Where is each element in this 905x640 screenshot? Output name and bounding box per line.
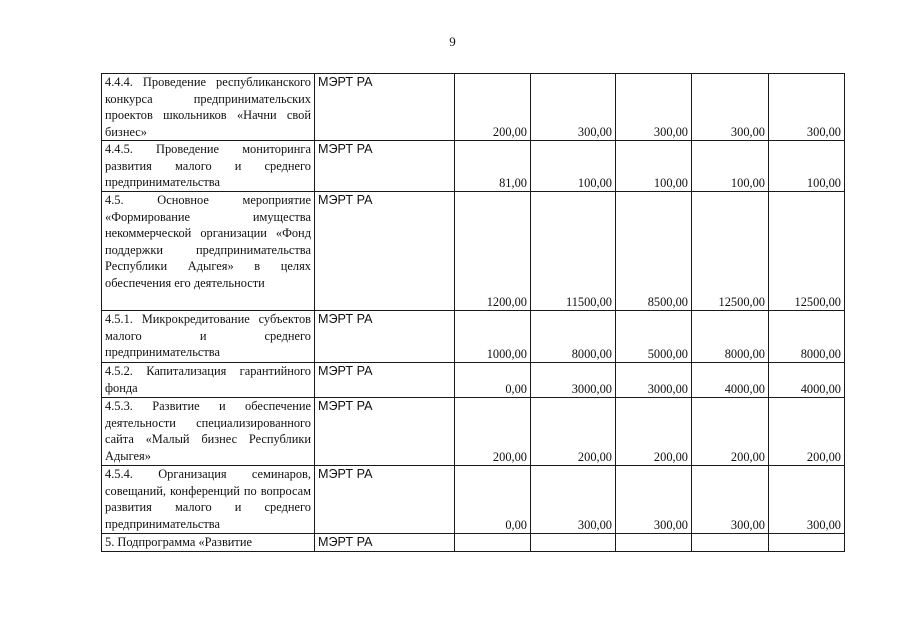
value-cell: 4000,00 [769,363,845,398]
value-cell: 200,00 [455,398,531,466]
value-cell: 0,00 [455,363,531,398]
value-cell: 200,00 [455,74,531,141]
table-row [102,141,845,192]
table-row [102,192,845,311]
value-cell: 200,00 [692,398,769,466]
row-executor: МЭРТ РА [315,363,455,398]
row-name: 5. Подпрограмма «Развитие [102,534,315,552]
budget-table [101,73,845,552]
row-executor: МЭРТ РА [315,398,455,466]
page-number: 9 [449,34,456,49]
row-executor: МЭРТ РА [315,466,455,534]
value-cell: 100,00 [616,141,692,192]
value-cell [616,534,692,552]
row-executor: МЭРТ РА [315,141,455,192]
value-cell [692,534,769,552]
value-cell: 4000,00 [692,363,769,398]
table-row [102,74,845,141]
value-cell: 8000,00 [692,311,769,363]
value-cell: 100,00 [531,141,616,192]
row-name: 4.5.4. Организация семинаров, совещаний, конференций по вопросам развития малого и среднего предпринимательства [102,466,315,534]
row-executor: МЭРТ РА [315,311,455,363]
value-cell: 3000,00 [616,363,692,398]
value-cell: 8000,00 [531,311,616,363]
value-cell: 3000,00 [531,363,616,398]
row-executor: МЭРТ РА [315,74,455,141]
value-cell: 8500,00 [616,192,692,311]
value-cell: 12500,00 [692,192,769,311]
value-cell [455,534,531,552]
row-name: 4.5.2. Капитализация гарантийного фонда [102,363,315,398]
value-cell [531,534,616,552]
value-cell: 300,00 [616,74,692,141]
value-cell: 300,00 [616,466,692,534]
value-cell: 12500,00 [769,192,845,311]
value-cell: 300,00 [769,466,845,534]
value-cell: 81,00 [455,141,531,192]
value-cell: 11500,00 [531,192,616,311]
table-row [102,466,845,534]
value-cell: 0,00 [455,466,531,534]
value-cell: 100,00 [769,141,845,192]
value-cell: 200,00 [531,398,616,466]
value-cell: 1000,00 [455,311,531,363]
row-name: 4.4.4. Проведение республиканского конкурса предпринимательских проектов школьников «Начни свой бизнес» [102,74,315,141]
row-executor: МЭРТ РА [315,534,455,552]
value-cell: 8000,00 [769,311,845,363]
value-cell: 100,00 [692,141,769,192]
value-cell: 300,00 [531,74,616,141]
row-name: 4.4.5. Проведение мониторинга развития малого и среднего предпринимательства [102,141,315,192]
value-cell: 300,00 [692,466,769,534]
value-cell: 300,00 [531,466,616,534]
table-row [102,363,845,398]
row-name: 4.5.3. Развитие и обеспечение деятельности специализированного сайта «Малый бизнес Республики Адыгея» [102,398,315,466]
table-row [102,311,845,363]
table-row [102,534,845,552]
value-cell: 300,00 [769,74,845,141]
row-name: 4.5. Основное мероприятие «Формирование имущества некоммерческой организации «Фонд поддержки предпринимательства Республики Адыгея» в целях обеспечения его деятельности [102,192,315,311]
value-cell: 300,00 [692,74,769,141]
value-cell: 1200,00 [455,192,531,311]
row-executor: МЭРТ РА [315,192,455,311]
value-cell: 5000,00 [616,311,692,363]
value-cell: 200,00 [616,398,692,466]
value-cell [769,534,845,552]
value-cell: 200,00 [769,398,845,466]
row-name: 4.5.1. Микрокредитование субъектов малого и среднего предпринимательства [102,311,315,363]
table-row [102,398,845,466]
